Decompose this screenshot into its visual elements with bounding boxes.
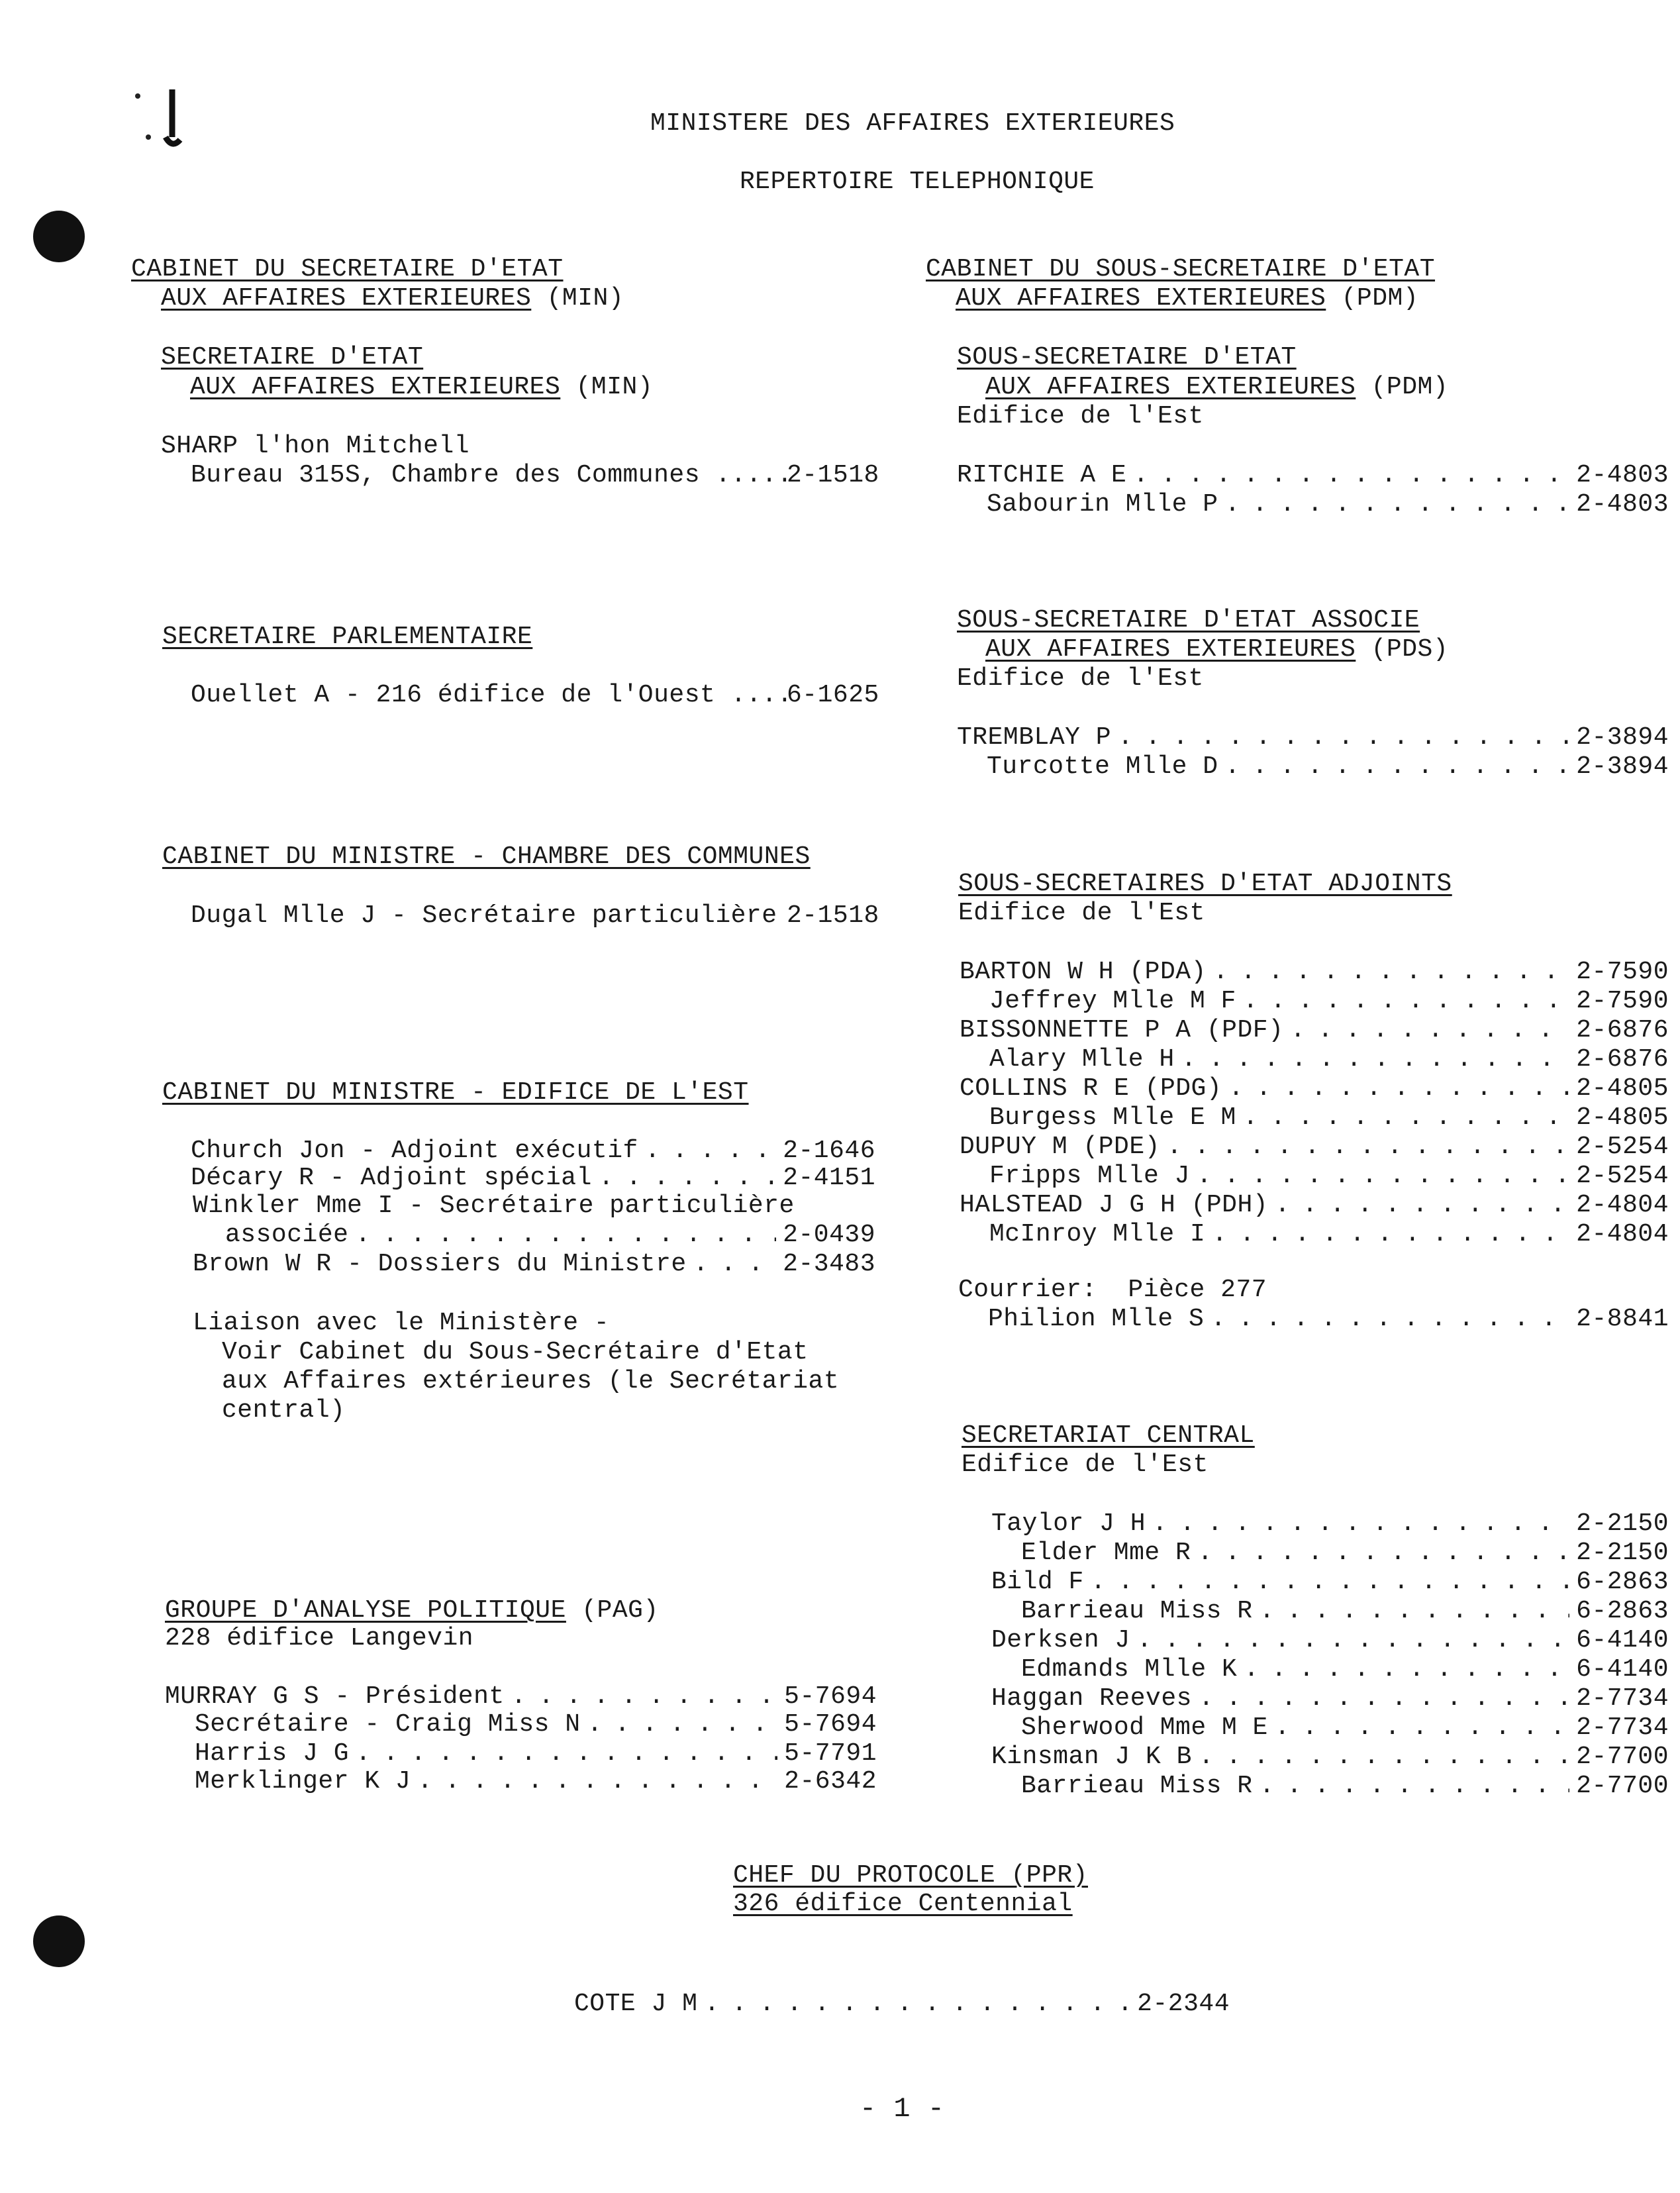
ritchie-name: RITCHIE A E xyxy=(957,461,1127,489)
cabinet-undersecretary-code: (PDM) xyxy=(1341,284,1419,313)
philion-name: Philion Mlle S xyxy=(988,1305,1205,1333)
adjoints-phone: 2-5254 xyxy=(1576,1162,1669,1190)
winkler-line1: Winkler Mme I - Secrétaire particulière xyxy=(193,1192,795,1220)
secretary-of-state-heading-text: AUX AFFAIRES EXTERIEURES xyxy=(190,373,561,401)
dugal-entry: Dugal Mlle J - Secrétaire particulière xyxy=(191,901,777,930)
secretariat-phone: 6-2863 xyxy=(1576,1568,1669,1596)
leader-dots xyxy=(1243,987,1569,1016)
merklinger-row xyxy=(195,1767,877,1796)
punch-hole-bottom xyxy=(33,1915,85,1967)
leader-dots xyxy=(1181,1045,1570,1074)
secretariat-name: Elder Mme R xyxy=(1021,1539,1191,1567)
tremblay-phone: 2-3894 xyxy=(1576,723,1669,752)
associate-undersecretary-heading-line2 xyxy=(985,635,1448,664)
adjoints-name: Jeffrey Mlle M F xyxy=(989,987,1236,1015)
secretariat-row xyxy=(1021,1772,1669,1801)
policy-group-heading xyxy=(165,1596,659,1625)
leader-dots xyxy=(599,1164,776,1193)
cabinet-undersecretary-heading-text: AUX AFFAIRES EXTERIEURES xyxy=(956,284,1326,313)
leader-dots xyxy=(1199,1684,1569,1713)
leader-dots xyxy=(1275,1191,1569,1220)
leader-dots xyxy=(1275,1713,1569,1743)
cabinet-undersecretary-heading: CABINET DU SOUS-SECRETAIRE D'ETAT xyxy=(926,255,1436,283)
leader-dots xyxy=(1228,1074,1569,1103)
liaison-line2: Voir Cabinet du Sous-Secrétaire d'Etat xyxy=(222,1338,809,1366)
turcotte-phone: 2-3894 xyxy=(1576,752,1669,781)
brown-row xyxy=(193,1250,875,1279)
undersecretary-heading: SOUS-SECRETAIRE D'ETAT xyxy=(957,343,1297,372)
leader-dots xyxy=(355,1221,776,1250)
secretary-of-state-heading: SECRETAIRE D'ETAT xyxy=(161,343,424,372)
leader-dots xyxy=(1118,723,1569,752)
decary-name: Décary R - Adjoint spécial xyxy=(191,1164,592,1192)
secretariat-phone: 2-7734 xyxy=(1576,1713,1669,1742)
cabinet-undersecretary-heading-line2 xyxy=(956,284,1418,313)
secretariat-name: Sherwood Mme M E xyxy=(1021,1713,1268,1742)
associate-undersecretary-heading-text: AUX AFFAIRES EXTERIEURES xyxy=(985,635,1356,664)
punch-hole-top xyxy=(33,211,85,262)
adjoints-name: Fripps Mlle J xyxy=(989,1162,1190,1190)
harris-row xyxy=(195,1739,877,1768)
leader-dots xyxy=(1133,461,1569,490)
adjoints-phone: 2-4805 xyxy=(1576,1103,1669,1132)
philion-phone: 2-8841 xyxy=(1576,1305,1669,1333)
sharp-office: Bureau 315S, Chambre des Communes ..... xyxy=(191,461,793,489)
adjoints-row xyxy=(989,1045,1669,1074)
secretariat-phone: 6-4140 xyxy=(1576,1626,1669,1655)
secretariat-name: Derksen J xyxy=(991,1626,1130,1655)
cabinet-secretary-heading-text: AUX AFFAIRES EXTERIEURES xyxy=(161,284,532,313)
parliamentary-secretary-heading: SECRETAIRE PARLEMENTAIRE xyxy=(162,623,533,651)
directory-subtitle: REPERTOIRE TELEPHONIQUE xyxy=(740,168,1095,196)
dugal-phone: 2-1518 xyxy=(787,901,879,930)
cabinet-secretary-heading: CABINET DU SECRETAIRE D'ETAT xyxy=(131,255,564,283)
adjoints-row xyxy=(989,987,1669,1016)
leader-dots xyxy=(645,1137,776,1166)
secretariat-row xyxy=(1021,1655,1669,1684)
leader-dots xyxy=(1212,1220,1569,1249)
ritchie-row xyxy=(957,461,1669,490)
sharp-phone: 2-1518 xyxy=(787,461,879,489)
cote-name: COTE J M xyxy=(574,1990,698,2018)
secretariat-name: Haggan Reeves xyxy=(991,1684,1192,1713)
winkler-line2: associée xyxy=(225,1221,349,1249)
secretariat-row xyxy=(991,1626,1669,1655)
church-phone: 2-1646 xyxy=(783,1137,875,1165)
associate-undersecretary-building: Edifice de l'Est xyxy=(957,664,1204,693)
corner-mark-icon xyxy=(132,76,199,156)
adjoints-name: COLLINS R E (PDG) xyxy=(960,1074,1222,1103)
leader-dots xyxy=(1243,1103,1569,1133)
murray-phone: 5-7694 xyxy=(784,1682,877,1711)
policy-group-heading-text: GROUPE D'ANALYSE POLITIQUE xyxy=(165,1596,566,1625)
adjoints-phone: 2-4804 xyxy=(1576,1220,1669,1249)
leader-dots xyxy=(587,1710,778,1739)
leader-dots xyxy=(1197,1162,1569,1191)
merklinger-name: Merklinger K J xyxy=(195,1767,411,1796)
undersecretary-code: (PDM) xyxy=(1371,373,1449,401)
leader-dots xyxy=(1213,958,1569,987)
ouellet-entry: Ouellet A - 216 édifice de l'Ouest .... xyxy=(191,681,793,709)
policy-group-address: 228 édifice Langevin xyxy=(165,1624,474,1653)
adjoints-name: BARTON W H (PDA) xyxy=(960,958,1207,986)
adjoints-phone: 2-4805 xyxy=(1576,1074,1669,1103)
adjoints-row xyxy=(989,1220,1669,1249)
tremblay-row xyxy=(957,723,1669,752)
central-secretariat-heading: SECRETARIAT CENTRAL xyxy=(962,1421,1255,1450)
secretariat-phone: 2-2150 xyxy=(1576,1509,1669,1538)
secretariat-row xyxy=(991,1568,1669,1597)
associate-undersecretary-heading: SOUS-SECRETAIRE D'ETAT ASSOCIE xyxy=(957,606,1420,635)
leader-dots xyxy=(1260,1772,1570,1801)
adjoints-row xyxy=(960,1191,1669,1220)
leader-dots xyxy=(1152,1509,1569,1539)
adjoints-row xyxy=(960,958,1669,987)
sharp-name: SHARP l'hon Mitchell xyxy=(161,432,470,460)
merklinger-phone: 2-6342 xyxy=(784,1767,877,1796)
leader-dots xyxy=(1211,1305,1569,1334)
assistant-undersecretaries-heading: SOUS-SECRETAIRES D'ETAT ADJOINTS xyxy=(958,870,1452,898)
turcotte-row xyxy=(987,752,1669,782)
decary-row xyxy=(191,1164,875,1193)
cote-row xyxy=(574,1990,1230,2019)
secretariat-row xyxy=(1021,1713,1669,1743)
church-name: Church Jon - Adjoint exécutif xyxy=(191,1137,638,1165)
craig-row xyxy=(195,1710,877,1739)
leader-dots xyxy=(356,1739,777,1768)
protocol-heading: CHEF DU PROTOCOLE (PPR) xyxy=(733,1861,1088,1890)
secretariat-phone: 2-7700 xyxy=(1576,1743,1669,1771)
leader-dots xyxy=(1260,1597,1570,1626)
philion-row xyxy=(988,1305,1669,1334)
murray-row xyxy=(165,1682,877,1711)
ritchie-phone: 2-4803 xyxy=(1576,461,1669,489)
secretariat-row xyxy=(991,1509,1669,1539)
minister-office-east-heading: CABINET DU MINISTRE - EDIFICE DE L'EST xyxy=(162,1078,749,1107)
tremblay-name: TREMBLAY P xyxy=(957,723,1112,752)
central-secretariat-building: Edifice de l'Est xyxy=(962,1451,1209,1479)
sabourin-phone: 2-4803 xyxy=(1576,490,1669,519)
adjoints-name: Burgess Mlle E M xyxy=(989,1103,1236,1132)
craig-name: Secrétaire - Craig Miss N xyxy=(195,1710,581,1739)
cote-phone: 2-2344 xyxy=(1137,1990,1230,2018)
adjoints-row xyxy=(960,1016,1669,1045)
secretariat-phone: 2-7734 xyxy=(1576,1684,1669,1713)
secretariat-phone: 6-2863 xyxy=(1576,1597,1669,1625)
winkler-row xyxy=(225,1221,875,1250)
sabourin-name: Sabourin Mlle P xyxy=(987,490,1218,519)
ministry-title: MINISTERE DES AFFAIRES EXTERIEURES xyxy=(650,109,1175,138)
undersecretary-building: Edifice de l'Est xyxy=(957,402,1204,431)
craig-phone: 5-7694 xyxy=(784,1710,877,1739)
leader-dots xyxy=(704,1990,1130,2019)
adjoints-name: DUPUY M (PDE) xyxy=(960,1133,1160,1161)
secretariat-name: Barrieau Miss R xyxy=(1021,1772,1253,1800)
harris-name: Harris J G xyxy=(195,1739,350,1768)
leader-dots xyxy=(511,1682,777,1711)
leader-dots xyxy=(1091,1568,1569,1597)
policy-group-code: (PAG) xyxy=(581,1596,659,1625)
secretariat-phone: 2-2150 xyxy=(1576,1539,1669,1567)
adjoints-phone: 2-6876 xyxy=(1576,1016,1669,1045)
leader-dots xyxy=(1225,752,1570,782)
undersecretary-heading-line2 xyxy=(985,373,1448,402)
associate-undersecretary-code: (PDS) xyxy=(1371,635,1449,664)
brown-name: Brown W R - Dossiers du Ministre xyxy=(193,1250,687,1278)
adjoints-name: HALSTEAD J G H (PDH) xyxy=(960,1191,1269,1219)
leader-dots xyxy=(1244,1655,1569,1684)
secretariat-row xyxy=(1021,1597,1669,1626)
adjoints-row xyxy=(989,1162,1669,1191)
page-number: - 1 - xyxy=(860,2093,945,2125)
secretariat-row xyxy=(991,1684,1669,1713)
secretariat-row xyxy=(1021,1539,1669,1568)
secretariat-name: Bild F xyxy=(991,1568,1084,1596)
winkler-phone: 2-0439 xyxy=(783,1221,875,1249)
adjoints-row xyxy=(960,1074,1669,1103)
protocol-address: 326 édifice Centennial xyxy=(733,1890,1073,1918)
liaison-line1: Liaison avec le Ministère - xyxy=(193,1309,610,1337)
cabinet-secretary-heading-line2 xyxy=(161,284,624,313)
brown-phone: 2-3483 xyxy=(783,1250,875,1278)
sabourin-row xyxy=(987,490,1669,519)
adjoints-phone: 2-7590 xyxy=(1576,987,1669,1015)
secretariat-row xyxy=(991,1743,1669,1772)
adjoints-phone: 2-4804 xyxy=(1576,1191,1669,1219)
murray-name: MURRAY G S - Président xyxy=(165,1682,505,1711)
cabinet-secretary-code: (MIN) xyxy=(546,284,624,313)
adjoints-row xyxy=(989,1103,1669,1133)
assistant-undersecretaries-building: Edifice de l'Est xyxy=(958,899,1205,927)
adjoints-phone: 2-6876 xyxy=(1576,1045,1669,1074)
secretariat-phone: 6-4140 xyxy=(1576,1655,1669,1684)
secretariat-name: Taylor J H xyxy=(991,1509,1146,1538)
leader-dots xyxy=(693,1250,776,1279)
leader-dots xyxy=(417,1767,777,1796)
adjoints-row xyxy=(960,1133,1669,1162)
secretariat-name: Barrieau Miss R xyxy=(1021,1597,1253,1625)
leader-dots xyxy=(1197,1539,1569,1568)
leader-dots xyxy=(1199,1743,1569,1772)
secretariat-name: Kinsman J K B xyxy=(991,1743,1192,1771)
leader-dots xyxy=(1137,1626,1569,1655)
leader-dots xyxy=(1167,1133,1569,1162)
adjoints-phone: 2-7590 xyxy=(1576,958,1669,986)
leader-dots xyxy=(1225,490,1570,519)
church-row xyxy=(191,1137,875,1166)
harris-phone: 5-7791 xyxy=(784,1739,877,1768)
liaison-line4: central) xyxy=(222,1396,346,1425)
decary-phone: 2-4151 xyxy=(783,1164,875,1192)
undersecretary-heading-text: AUX AFFAIRES EXTERIEURES xyxy=(985,373,1356,401)
secretary-of-state-heading-line2 xyxy=(190,373,653,402)
liaison-line3: aux Affaires extérieures (le Secrétariat xyxy=(222,1367,840,1396)
turcotte-name: Turcotte Mlle D xyxy=(987,752,1218,781)
secretariat-phone: 2-7700 xyxy=(1576,1772,1669,1800)
minister-office-commons-heading: CABINET DU MINISTRE - CHAMBRE DES COMMUNES xyxy=(162,842,811,871)
adjoints-name: McInroy Mlle I xyxy=(989,1220,1206,1249)
ouellet-phone: 6-1625 xyxy=(787,681,879,709)
secretariat-name: Edmands Mlle K xyxy=(1021,1655,1238,1684)
adjoints-phone: 2-5254 xyxy=(1576,1133,1669,1161)
secretary-of-state-code: (MIN) xyxy=(575,373,654,401)
courrier-line: Courrier: Pièce 277 xyxy=(958,1276,1267,1304)
leader-dots xyxy=(1290,1016,1569,1045)
adjoints-name: Alary Mlle H xyxy=(989,1045,1175,1074)
adjoints-name: BISSONNETTE P A (PDF) xyxy=(960,1016,1284,1045)
